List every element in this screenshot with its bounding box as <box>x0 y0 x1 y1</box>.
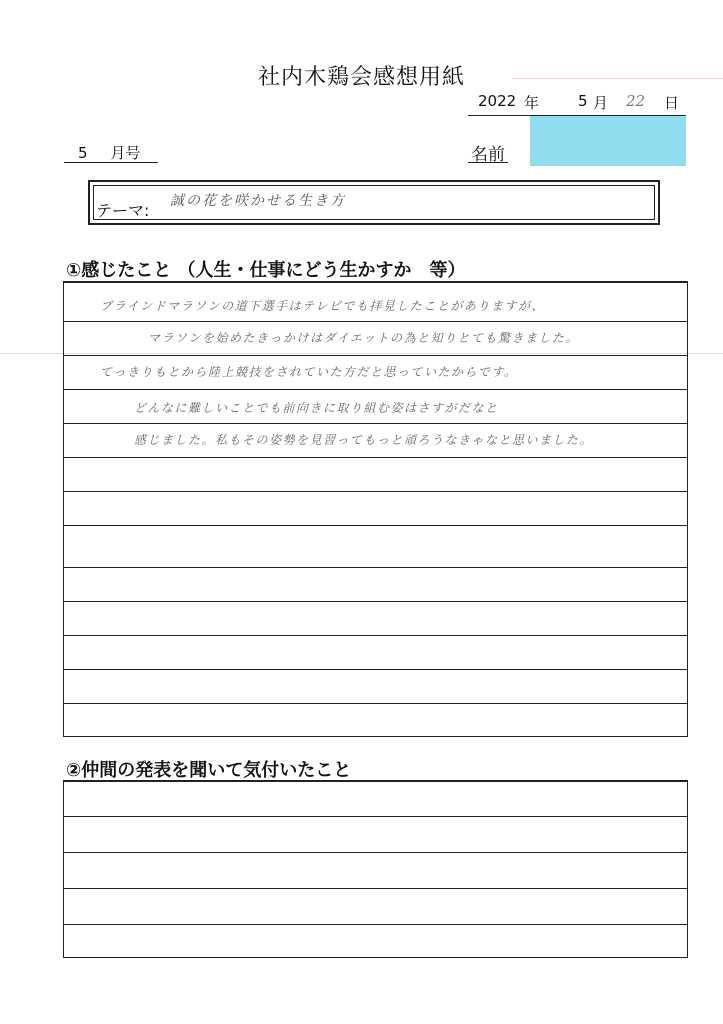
ruled-line <box>64 669 687 670</box>
ruled-line <box>64 525 687 526</box>
ruled-line <box>64 457 687 458</box>
ruled-line <box>64 816 687 817</box>
ruled-line <box>64 355 687 356</box>
name-label: 名前 <box>471 145 505 165</box>
date-day-label: 日 <box>664 94 680 112</box>
ruled-line <box>64 703 687 704</box>
issue-row <box>78 142 140 163</box>
date-year: 2022 <box>478 92 517 110</box>
section1-lined-area <box>63 281 688 737</box>
date-year-label: 年 <box>524 94 540 112</box>
handwritten-line: ブラインドマラソンの道下選手はテレビでも拝見したことがありますが、 <box>100 299 545 313</box>
theme-handwritten-value: 誠の花を咲かせる生き方 <box>170 193 346 209</box>
ruled-line <box>64 491 687 492</box>
issue-label: 月号 <box>110 144 141 162</box>
date-month: 5 <box>578 92 588 110</box>
ruled-line <box>64 567 687 568</box>
ruled-line <box>64 321 687 322</box>
name-underline <box>468 162 508 163</box>
section2-lined-area <box>63 780 688 958</box>
date-day: 22 <box>626 92 646 110</box>
section2-heading: ②仲間の発表を聞いて気付いたこと <box>66 760 352 781</box>
handwritten-line: てっきりもとから陸上競技をされていた方だと思っていたからです。 <box>100 365 518 379</box>
form-title: 社内木鶏会感想用紙 <box>257 65 465 90</box>
section1-heading: ①感じたこと （人生・仕事にどう生かすか 等） <box>66 260 466 281</box>
ruled-line <box>64 389 687 390</box>
ruled-line <box>64 852 687 853</box>
ruled-line <box>64 423 687 424</box>
ruled-line <box>64 924 687 925</box>
handwritten-line: 感じました。私もその姿勢を見習ってもっと頑ろうなきゃなと思いました。 <box>134 433 594 447</box>
ruled-line <box>64 635 687 636</box>
theme-label: テーマ: <box>96 201 150 220</box>
date-month-label: 月 <box>593 94 609 112</box>
ruled-line <box>64 888 687 889</box>
name-redaction <box>530 116 686 166</box>
ruled-line <box>64 601 687 602</box>
handwritten-line: どんなに難しいことでも前向きに取り組む姿はさすがだなと <box>134 401 499 415</box>
handwritten-line: マラソンを始めたきっかけはダイエットの為と知りとても驚きました。 <box>148 331 580 345</box>
issue-month: 5 <box>78 144 88 162</box>
issue-underline <box>64 162 158 163</box>
